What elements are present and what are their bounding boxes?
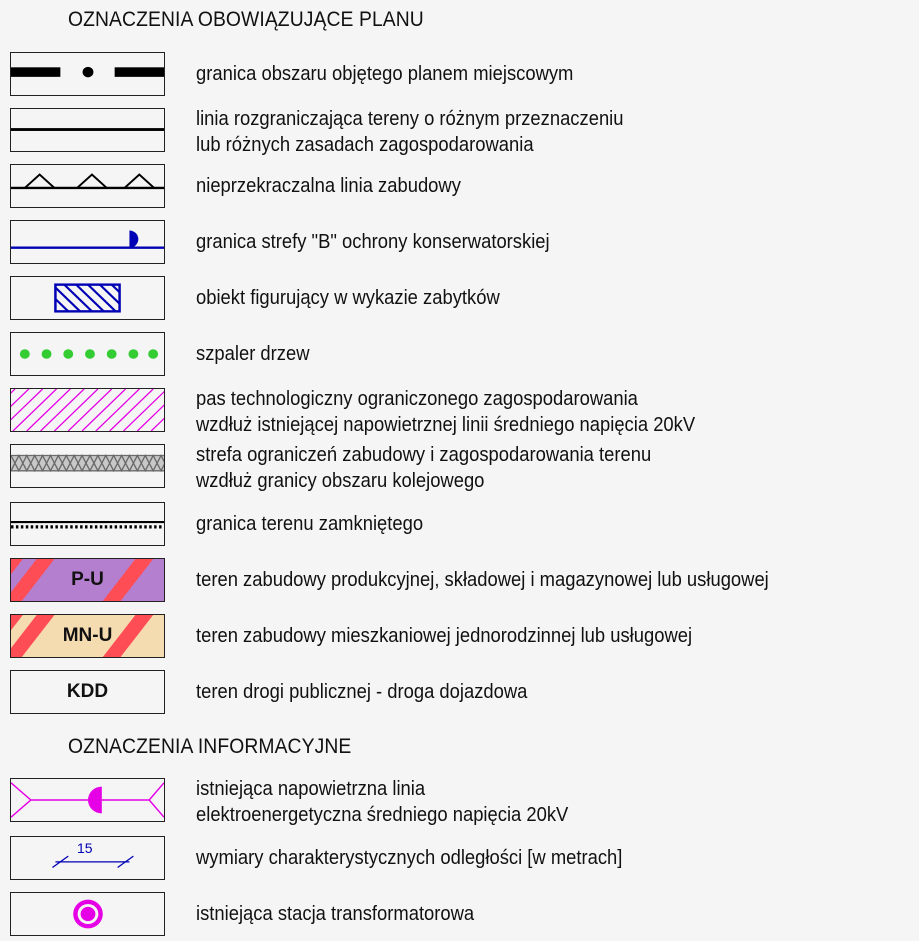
building-line-symbol [10,164,165,208]
road-kdd-symbol [10,670,165,714]
legend-desc: teren drogi publicznej - droga dojazdowa [196,681,528,703]
zone-code: KDD [66,681,109,702]
legend-desc: teren zabudowy mieszkaniowej jednorodzinnej lub usługowej [196,625,693,647]
legend-desc: istniejąca stacja transformatorowa [196,903,475,925]
legend-desc: granica terenu zamkniętego [196,513,424,535]
legend-desc: istniejąca napowietrzna linia elektroenergetyczna średniego napięcia 20kV [196,778,569,826]
legend-desc: granica obszaru objętego planem miejscowym [196,63,574,85]
monument-symbol [10,276,165,320]
zone-code: MN-U [62,625,113,646]
conservation-zone-symbol [10,220,165,264]
tree-row-symbol [10,332,165,376]
plan-boundary-symbol [10,52,165,96]
technology-strip-symbol [10,388,165,432]
legend-desc: pas technologiczny ograniczonego zagospodarowania wzdłuż istniejącej napowietrznej linii średniego napięcia 20kV [196,388,696,436]
closed-area-symbol [10,502,165,546]
legend-desc: obiekt figurujący w wykazie zabytków [196,287,500,309]
legend-desc: linia rozgraniczająca tereny o różnym przeznaczeniu lub różnych zasadach zagospodarowania [196,108,624,156]
legend-desc: nieprzekraczalna linia zabudowy [196,175,461,197]
zone-code: P-U [71,569,104,590]
zone-mnu-symbol [10,614,165,658]
legend-desc: granica strefy "B" ochrony konserwatorskiej [196,231,550,253]
legend-desc: szpaler drzew [196,343,310,365]
transformer-symbol [10,892,165,936]
legend-desc: strefa ograniczeń zabudowy i zagospodarowania terenu wzdłuż granicy obszaru kolejowego [196,444,652,492]
railway-zone-symbol [10,444,165,488]
dimension-value: 15 [77,840,93,856]
power-line-symbol [10,778,165,822]
heading-info: OZNACZENIA INFORMACYJNE [68,735,352,758]
heading-plan: OZNACZENIA OBOWIĄZUJĄCE PLANU [68,8,424,31]
dimensions-symbol [10,836,165,880]
demarcation-line-symbol [10,108,165,152]
legend-desc: teren zabudowy produkcyjnej, składowej i magazynowej lub usługowej [196,569,769,591]
zone-pu-symbol [10,558,165,602]
legend-desc: wymiary charakterystycznych odległości [w metrach] [196,847,623,869]
